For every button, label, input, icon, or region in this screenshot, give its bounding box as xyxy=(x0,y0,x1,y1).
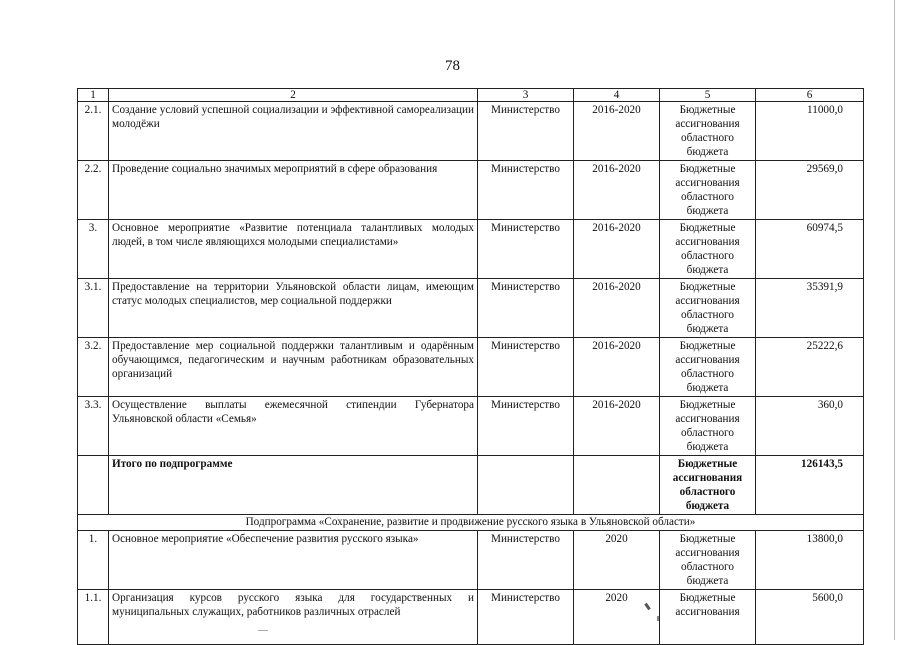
scan-mark-bottom-2 xyxy=(657,616,659,621)
row-funding-source: Бюджетные ассигнования областного бюджета xyxy=(660,161,756,220)
budget-table-container xyxy=(77,88,863,618)
row-funding-source: Бюджетные ассигнования областного бюджета xyxy=(660,397,756,456)
row-funding-source: Бюджетные ассигнования областного бюджета xyxy=(660,102,756,161)
header-cell-4: 4 xyxy=(574,89,660,102)
table-row xyxy=(78,338,864,397)
row-executor: Министерство xyxy=(478,102,574,161)
subprogram-row xyxy=(78,515,864,531)
budget-table xyxy=(77,88,864,645)
row-amount: 29569,0 xyxy=(756,161,864,220)
total-funding-source: Бюджетные ассигнования областного бюджета xyxy=(660,456,756,515)
row-number: 3.1. xyxy=(78,279,109,338)
row-amount: 35391,9 xyxy=(756,279,864,338)
scan-mark-bottom-3 xyxy=(258,630,268,631)
row-activity-name: Проведение социально значимых мероприятий в сфере образования xyxy=(109,161,478,220)
row-activity-name: Организация курсов русского языка для государственных и муниципальных служащих, работников различных отраслей xyxy=(109,590,478,645)
row-period: 2016-2020 xyxy=(574,397,660,456)
subprogram-title: Подпрограмма «Сохранение, развитие и продвижение русского языка в Ульяновской области» xyxy=(78,515,864,531)
row-amount: 11000,0 xyxy=(756,102,864,161)
row-amount: 5600,0 xyxy=(756,590,864,645)
row-period: 2016-2020 xyxy=(574,102,660,161)
row-activity-name: Основное мероприятие «Обеспечение развития русского языка» xyxy=(109,531,478,590)
total-row xyxy=(78,456,864,515)
page-number: 78 xyxy=(445,58,460,74)
header-cell-2: 2 xyxy=(109,89,478,102)
row-period: 2016-2020 xyxy=(574,279,660,338)
row-executor: Министерство xyxy=(478,279,574,338)
row-funding-source: Бюджетные ассигнования областного бюджета xyxy=(660,531,756,590)
row-amount: 25222,6 xyxy=(756,338,864,397)
row-funding-source: Бюджетные ассигнования xyxy=(660,590,756,645)
header-cell-6: 6 xyxy=(756,89,864,102)
row-number: 3.3. xyxy=(78,397,109,456)
table-row xyxy=(78,590,864,645)
row-period: 2016-2020 xyxy=(574,338,660,397)
table-body xyxy=(78,89,864,645)
row-amount: 360,0 xyxy=(756,397,864,456)
scan-mark-right xyxy=(894,0,895,640)
row-executor: Министерство xyxy=(478,590,574,645)
table-row xyxy=(78,279,864,338)
row-executor: Министерство xyxy=(478,161,574,220)
table-row xyxy=(78,397,864,456)
row-activity-name: Предоставление на территории Ульяновской области лицам, имеющим статус молодых специалистов, мер социальной поддержки xyxy=(109,279,478,338)
header-cell-5: 5 xyxy=(660,89,756,102)
row-period: 2016-2020 xyxy=(574,220,660,279)
row-activity-name: Предоставление мер социальной поддержки талантливым и одарённым обучающимся, педагогическим и научным работникам образовательных организаций xyxy=(109,338,478,397)
row-funding-source: Бюджетные ассигнования областного бюджета xyxy=(660,220,756,279)
row-amount: 60974,5 xyxy=(756,220,864,279)
row-number: 3.2. xyxy=(78,338,109,397)
row-executor: Министерство xyxy=(478,531,574,590)
row-number: 2.2. xyxy=(78,161,109,220)
table-row xyxy=(78,161,864,220)
header-cell-3: 3 xyxy=(478,89,574,102)
total-empty-cell xyxy=(574,456,660,515)
total-amount: 126143,5 xyxy=(756,456,864,515)
table-row xyxy=(78,531,864,590)
row-number: 2.1. xyxy=(78,102,109,161)
row-funding-source: Бюджетные ассигнования областного бюджета xyxy=(660,338,756,397)
row-activity-name: Основное мероприятие «Развитие потенциала талантливых молодых людей, в том числе являющихся молодыми специалистами» xyxy=(109,220,478,279)
row-period: 2020 xyxy=(574,531,660,590)
row-number: 3. xyxy=(78,220,109,279)
row-number: 1. xyxy=(78,531,109,590)
row-funding-source: Бюджетные ассигнования областного бюджета xyxy=(660,279,756,338)
total-empty-cell xyxy=(78,456,109,515)
row-executor: Министерство xyxy=(478,220,574,279)
row-executor: Министерство xyxy=(478,397,574,456)
total-empty-cell xyxy=(478,456,574,515)
row-executor: Министерство xyxy=(478,338,574,397)
row-period: 2020 xyxy=(574,590,660,645)
header-cell-1: 1 xyxy=(78,89,109,102)
row-activity-name: Создание условий успешной социализации и эффективной самореализации молодёжи xyxy=(109,102,478,161)
row-period: 2016-2020 xyxy=(574,161,660,220)
row-number: 1.1. xyxy=(78,590,109,645)
table-row xyxy=(78,102,864,161)
row-amount: 13800,0 xyxy=(756,531,864,590)
table-row xyxy=(78,220,864,279)
row-activity-name: Осуществление выплаты ежемесячной стипендии Губернатора Ульяновской области «Семья» xyxy=(109,397,478,456)
total-label: Итого по подпрограмме xyxy=(109,456,478,515)
header-row xyxy=(78,89,864,102)
